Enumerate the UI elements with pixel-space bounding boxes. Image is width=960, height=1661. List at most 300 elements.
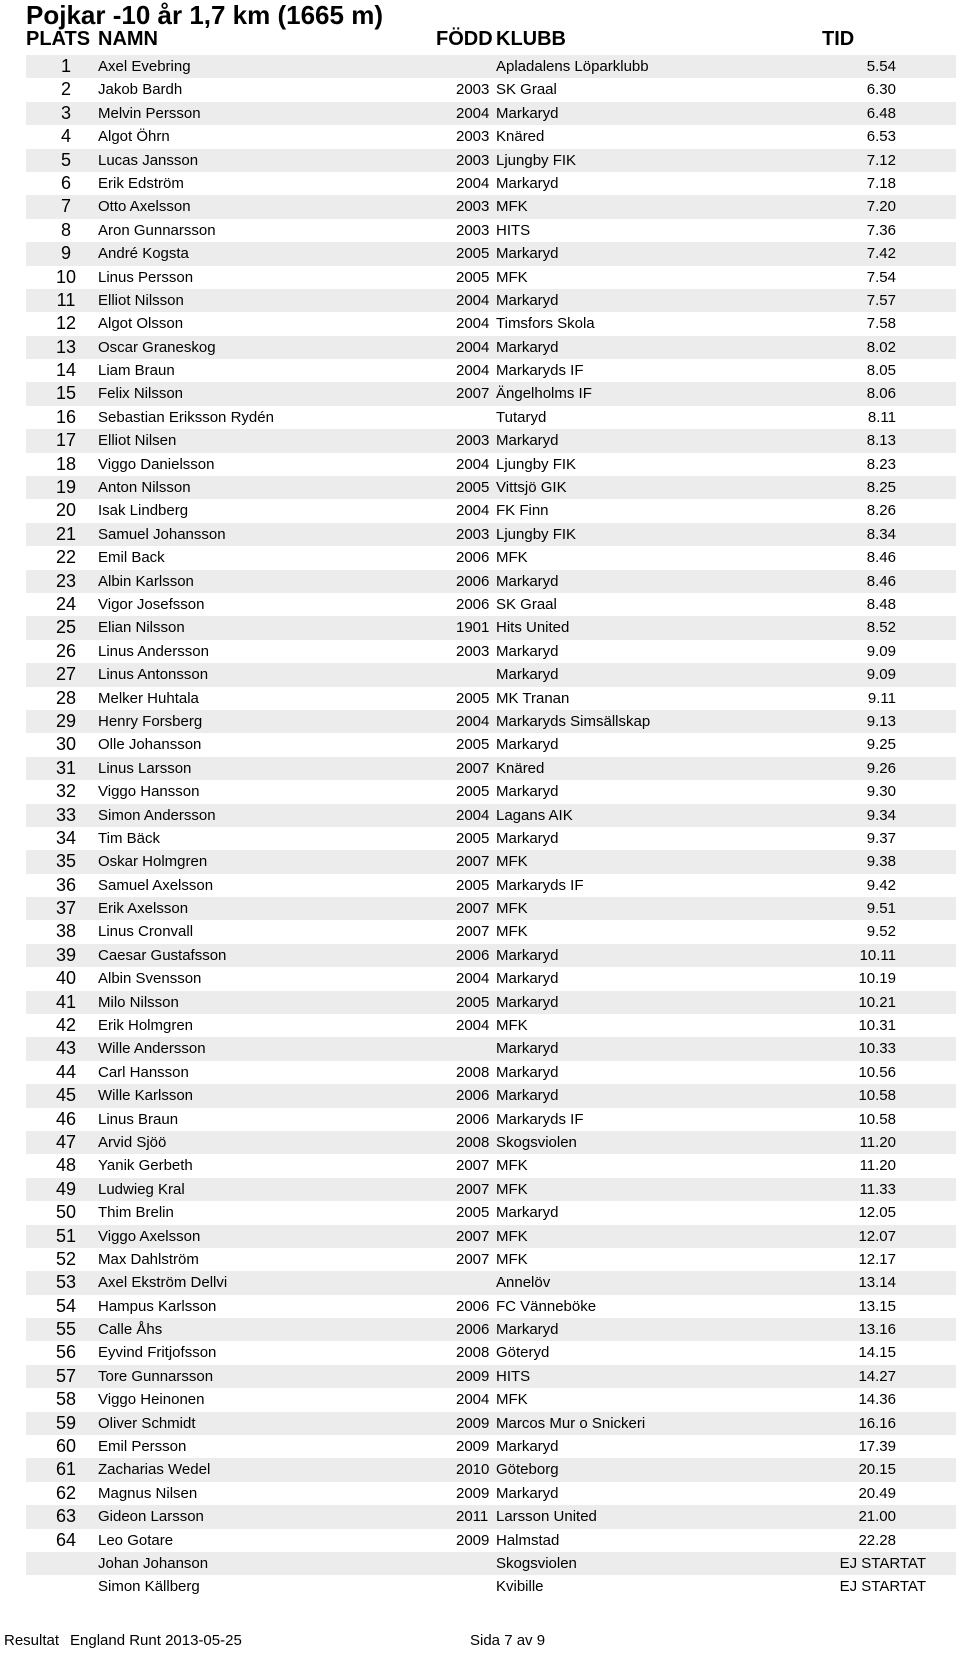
cell-namn: Magnus Nilsen — [98, 1484, 198, 1502]
cell-namn: Gideon Larsson — [98, 1508, 204, 1526]
cell-fodd: 2005 — [456, 829, 490, 847]
cell-klubb: SK Graal — [496, 595, 557, 613]
table-row — [26, 453, 956, 476]
cell-klubb: Göteryd — [496, 1344, 550, 1362]
table-row — [26, 1201, 956, 1224]
cell-namn: Eyvind Fritjofsson — [98, 1344, 217, 1362]
cell-tid: 14.15 — [858, 1344, 896, 1362]
table-row — [26, 1505, 956, 1528]
cell-plats: 58 — [55, 1389, 77, 1410]
table-row — [26, 663, 956, 686]
cell-fodd: 2006 — [456, 1321, 490, 1339]
header-tid: TID — [822, 28, 855, 50]
cell-fodd: 2009 — [456, 1531, 490, 1549]
cell-klubb: MFK — [496, 1250, 528, 1268]
cell-fodd: 2003 — [456, 432, 490, 450]
table-row — [26, 850, 956, 873]
cell-plats: 16 — [55, 406, 77, 427]
cell-fodd: 2004 — [456, 362, 490, 380]
cell-plats: 40 — [55, 968, 77, 989]
cell-tid: 21.00 — [858, 1508, 896, 1526]
footer-race: England Runt 2013-05-25 — [70, 1632, 242, 1649]
cell-namn: Viggo Danielsson — [98, 455, 215, 473]
cell-plats: 19 — [55, 477, 77, 498]
cell-plats: 53 — [55, 1272, 77, 1293]
cell-fodd: 2007 — [456, 1227, 490, 1245]
table-row — [26, 1529, 956, 1552]
cell-klubb: Markaryd — [496, 1204, 559, 1222]
cell-klubb: Markaryd — [496, 245, 559, 263]
cell-tid: 8.06 — [866, 385, 896, 403]
cell-namn: Anton Nilsson — [98, 479, 191, 497]
table-row — [26, 1108, 956, 1131]
cell-tid: 13.14 — [858, 1274, 896, 1292]
cell-klubb: Vittsjö GIK — [496, 479, 567, 497]
cell-namn: Tore Gunnarsson — [98, 1367, 214, 1385]
cell-fodd: 2005 — [456, 689, 490, 707]
table-row — [26, 1248, 956, 1271]
cell-plats: 52 — [55, 1248, 77, 1269]
cell-namn: Erik Axelsson — [98, 900, 189, 918]
table-row — [26, 382, 956, 405]
cell-tid: 22.28 — [858, 1531, 896, 1549]
cell-klubb: Markaryds IF — [496, 362, 584, 380]
table-row — [26, 406, 956, 429]
cell-namn: Felix Nilsson — [98, 385, 184, 403]
header-fodd: FÖDD — [436, 28, 493, 50]
cell-fodd: 2003 — [456, 81, 490, 99]
cell-namn: Zacharias Wedel — [98, 1461, 211, 1479]
cell-klubb: Markaryd — [496, 1087, 559, 1105]
cell-plats: 62 — [55, 1482, 77, 1503]
cell-klubb: Markaryd — [496, 1438, 559, 1456]
cell-tid: 9.30 — [866, 783, 896, 801]
cell-fodd: 2004 — [456, 712, 490, 730]
cell-fodd: 2007 — [456, 923, 490, 941]
table-row — [26, 897, 956, 920]
cell-klubb: MFK — [496, 198, 528, 216]
results-table — [26, 55, 956, 1599]
cell-plats: 44 — [55, 1061, 77, 1082]
table-row — [26, 1295, 956, 1318]
cell-namn: Algot Olsson — [98, 315, 184, 333]
cell-namn: Oscar Graneskog — [98, 338, 216, 356]
cell-klubb: Markaryd — [496, 174, 559, 192]
cell-tid: 9.13 — [866, 712, 896, 730]
cell-fodd: 2003 — [456, 198, 490, 216]
cell-klubb: Timsfors Skola — [496, 315, 595, 333]
cell-klubb: Markaryd — [496, 993, 559, 1011]
table-row — [26, 1318, 956, 1341]
cell-namn: Caesar Gustafsson — [98, 946, 227, 964]
table-row — [26, 195, 956, 218]
cell-plats: 50 — [55, 1202, 77, 1223]
cell-klubb: MFK — [496, 1017, 528, 1035]
cell-klubb: Markaryd — [496, 946, 559, 964]
cell-plats: 21 — [55, 523, 77, 544]
cell-plats: 1 — [60, 56, 71, 76]
cell-plats: 8 — [60, 219, 71, 240]
cell-fodd: 2007 — [456, 1180, 490, 1198]
cell-tid: 9.51 — [866, 900, 896, 918]
cell-tid: 8.02 — [866, 338, 896, 356]
table-row — [26, 1482, 956, 1505]
cell-fodd: 2004 — [456, 1017, 490, 1035]
cell-klubb: Skogsviolen — [496, 1133, 577, 1151]
cell-fodd: 2004 — [456, 455, 490, 473]
cell-plats: 28 — [55, 687, 77, 708]
cell-fodd: 2003 — [456, 525, 490, 543]
cell-fodd: 2006 — [456, 572, 490, 590]
cell-klubb: Markaryd — [496, 1040, 559, 1058]
cell-tid: 9.09 — [866, 666, 896, 684]
table-row — [26, 546, 956, 569]
cell-klubb: MFK — [496, 923, 528, 941]
cell-namn: Axel Ekström Dellvi — [98, 1274, 228, 1292]
cell-tid: 6.30 — [866, 81, 896, 99]
cell-tid: 20.15 — [858, 1461, 896, 1479]
cell-plats: 7 — [60, 196, 71, 217]
cell-namn: Axel Evebring — [98, 58, 191, 75]
cell-tid: 8.11 — [867, 408, 896, 426]
cell-tid: 7.36 — [866, 221, 896, 239]
cell-tid: 12.17 — [858, 1250, 896, 1268]
table-row — [26, 1271, 956, 1294]
table-row — [26, 687, 956, 710]
cell-plats: 29 — [55, 710, 77, 731]
cell-tid: 9.25 — [866, 736, 896, 754]
cell-klubb: Knäred — [496, 128, 545, 146]
table-row — [26, 920, 956, 943]
cell-tid: 10.19 — [858, 970, 896, 988]
cell-fodd: 2003 — [456, 642, 490, 660]
cell-tid: 10.31 — [858, 1017, 896, 1035]
cell-fodd: 2005 — [456, 268, 490, 286]
cell-fodd: 2007 — [456, 759, 490, 777]
cell-plats: 36 — [55, 874, 77, 895]
cell-namn: Otto Axelsson — [98, 198, 191, 216]
cell-fodd: 2003 — [456, 151, 490, 169]
table-row — [26, 429, 956, 452]
cell-fodd: 2008 — [456, 1063, 490, 1081]
cell-tid: 12.07 — [858, 1227, 896, 1245]
cell-fodd: 2005 — [456, 479, 490, 497]
cell-namn: Viggo Axelsson — [98, 1227, 201, 1245]
cell-klubb: Skogsviolen — [496, 1555, 577, 1572]
page-footer — [0, 1632, 960, 1656]
cell-tid: 8.26 — [866, 502, 896, 520]
cell-namn: Hampus Karlsson — [98, 1297, 217, 1315]
cell-fodd: 2005 — [456, 783, 490, 801]
cell-klubb: MK Tranan — [496, 689, 570, 707]
cell-klubb: MFK — [496, 900, 528, 918]
cell-fodd: 2006 — [456, 1110, 490, 1128]
cell-tid: 7.42 — [866, 245, 896, 263]
cell-namn: Ludwieg Kral — [98, 1180, 185, 1198]
header-plats: PLATS — [26, 28, 91, 50]
cell-klubb: FK Finn — [496, 502, 549, 520]
cell-fodd: 2005 — [456, 1204, 490, 1222]
cell-tid: 8.25 — [866, 479, 896, 497]
cell-plats: 22 — [55, 547, 77, 568]
cell-klubb: MFK — [496, 1157, 528, 1175]
cell-plats: 64 — [55, 1529, 77, 1550]
table-row — [26, 1178, 956, 1201]
cell-plats: 14 — [55, 360, 77, 381]
table-row — [26, 359, 956, 382]
cell-tid: EJ STARTAT — [839, 1555, 926, 1572]
cell-plats: 39 — [55, 944, 77, 965]
cell-klubb: FC Vänneböke — [496, 1297, 597, 1315]
cell-tid: 10.58 — [858, 1110, 896, 1128]
cell-namn: Carl Hansson — [98, 1063, 189, 1081]
cell-tid: 7.20 — [866, 198, 896, 216]
table-row — [26, 1084, 956, 1107]
cell-plats: 38 — [55, 921, 77, 942]
cell-namn: Linus Braun — [98, 1110, 179, 1128]
cell-plats: 49 — [55, 1178, 77, 1199]
cell-fodd: 2008 — [456, 1133, 490, 1151]
cell-namn: Elliot Nilsson — [98, 291, 184, 309]
table-header — [26, 26, 956, 56]
table-row — [26, 266, 956, 289]
cell-klubb: MFK — [496, 268, 528, 286]
cell-fodd: 2007 — [456, 1250, 490, 1268]
table-row — [26, 967, 956, 990]
table-row — [26, 1458, 956, 1481]
cell-tid: 8.34 — [866, 525, 896, 543]
page-title: Pojkar -10 år 1,7 km (1665 m) — [26, 0, 383, 30]
cell-plats: 17 — [55, 430, 77, 451]
cell-plats: 45 — [55, 1085, 77, 1106]
cell-tid: 8.46 — [866, 572, 896, 590]
cell-tid: 13.16 — [858, 1321, 896, 1339]
cell-klubb: Markaryd — [496, 829, 559, 847]
cell-namn: Liam Braun — [98, 362, 175, 380]
cell-fodd: 2009 — [456, 1367, 490, 1385]
cell-plats: 15 — [55, 383, 77, 404]
cell-tid: 13.15 — [858, 1297, 896, 1315]
cell-klubb: MFK — [496, 1391, 528, 1409]
cell-tid: 10.11 — [859, 946, 896, 964]
cell-klubb: Markaryds IF — [496, 1110, 584, 1128]
cell-namn: Linus Antonsson — [98, 666, 209, 684]
table-row — [26, 242, 956, 265]
cell-klubb: MFK — [496, 1227, 528, 1245]
cell-klubb: Markaryd — [496, 1063, 559, 1081]
cell-namn: Henry Forsberg — [98, 712, 203, 730]
cell-tid: 10.58 — [858, 1087, 896, 1105]
cell-klubb: Knäred — [496, 759, 545, 777]
table-row — [26, 593, 956, 616]
cell-fodd: 2006 — [456, 1297, 490, 1315]
cell-plats: 59 — [55, 1412, 77, 1433]
cell-tid: 10.56 — [858, 1063, 896, 1081]
table-row — [26, 125, 956, 148]
cell-namn: Linus Andersson — [98, 642, 209, 660]
table-row — [26, 499, 956, 522]
cell-namn: Linus Larsson — [98, 759, 192, 777]
cell-namn: Arvid Sjöö — [98, 1133, 167, 1151]
cell-fodd: 2004 — [456, 291, 490, 309]
cell-klubb: Markaryd — [496, 432, 559, 450]
cell-namn: Viggo Heinonen — [98, 1391, 205, 1409]
cell-tid: 9.11 — [867, 689, 896, 707]
cell-klubb: MFK — [496, 1180, 528, 1198]
cell-namn: Melker Huhtala — [98, 689, 199, 707]
cell-fodd: 2004 — [456, 502, 490, 520]
cell-namn: Linus Persson — [98, 268, 194, 286]
cell-namn: Tim Bäck — [98, 829, 160, 847]
table-row — [26, 1365, 956, 1388]
cell-tid: 20.49 — [858, 1484, 896, 1502]
cell-plats: 24 — [55, 593, 77, 614]
cell-tid: 8.05 — [866, 362, 896, 380]
cell-klubb: Markaryds IF — [496, 876, 584, 894]
cell-namn: Samuel Axelsson — [98, 876, 214, 894]
table-row — [26, 78, 956, 101]
table-row — [26, 944, 956, 967]
cell-fodd: 2009 — [456, 1484, 490, 1502]
cell-klubb: Markaryd — [496, 291, 559, 309]
cell-plats: 51 — [55, 1225, 77, 1246]
table-row — [26, 289, 956, 312]
cell-tid: 9.37 — [866, 829, 896, 847]
cell-plats: 54 — [55, 1295, 77, 1316]
table-row — [26, 733, 956, 756]
cell-plats: 31 — [55, 757, 77, 778]
cell-fodd: 2005 — [456, 876, 490, 894]
cell-tid: 7.54 — [866, 268, 896, 286]
cell-klubb: Göteborg — [496, 1461, 559, 1479]
header-namn: NAMN — [98, 28, 158, 50]
cell-klubb: Ängelholms IF — [496, 385, 592, 403]
cell-klubb: Annelöv — [496, 1274, 551, 1292]
cell-namn: Olle Johansson — [98, 736, 202, 754]
cell-klubb: Ljungby FIK — [496, 525, 577, 543]
cell-namn: Elian Nilsson — [98, 619, 185, 637]
cell-tid: 11.20 — [859, 1157, 896, 1175]
cell-plats: 57 — [55, 1365, 77, 1386]
table-row — [26, 780, 956, 803]
cell-tid: 11.33 — [859, 1180, 896, 1198]
cell-namn: Yanik Gerbeth — [98, 1157, 193, 1175]
cell-klubb: MFK — [496, 853, 528, 871]
cell-klubb: HITS — [496, 1367, 531, 1385]
cell-fodd: 2006 — [456, 595, 490, 613]
cell-namn: Elliot Nilsen — [98, 432, 177, 450]
cell-plats: 37 — [55, 898, 77, 919]
cell-namn: Algot Öhrn — [98, 128, 170, 146]
cell-namn: Erik Edström — [98, 174, 184, 192]
table-row — [26, 523, 956, 546]
cell-tid: 7.12 — [866, 151, 896, 169]
cell-plats: 9 — [60, 243, 71, 264]
cell-fodd: 2008 — [456, 1344, 490, 1362]
cell-namn: Max Dahlström — [98, 1250, 199, 1268]
cell-fodd: 2006 — [456, 946, 490, 964]
cell-fodd: 2007 — [456, 900, 490, 918]
cell-fodd: 2010 — [456, 1461, 490, 1479]
cell-namn: Albin Karlsson — [98, 572, 194, 590]
cell-tid: 8.52 — [866, 619, 896, 637]
cell-fodd: 2005 — [456, 993, 490, 1011]
cell-plats: 23 — [55, 570, 77, 591]
cell-klubb: Markaryd — [496, 970, 559, 988]
cell-fodd: 2007 — [456, 853, 490, 871]
cell-namn: Samuel Johansson — [98, 525, 226, 543]
cell-namn: Emil Persson — [98, 1438, 187, 1456]
footer-page: Sida 7 av 9 — [470, 1632, 546, 1649]
cell-plats: 63 — [55, 1506, 77, 1527]
table-row — [26, 102, 956, 125]
table-row — [26, 991, 956, 1014]
cell-plats: 30 — [55, 734, 77, 755]
cell-fodd: 2004 — [456, 315, 490, 333]
table-row — [26, 570, 956, 593]
cell-plats: 42 — [55, 1015, 77, 1036]
cell-tid: 8.23 — [866, 455, 896, 473]
cell-fodd: 2003 — [456, 221, 490, 239]
cell-namn: Wille Karlsson — [98, 1087, 194, 1105]
cell-plats: 13 — [55, 336, 77, 357]
cell-klubb: Markaryd — [496, 572, 559, 590]
cell-tid: 7.18 — [866, 174, 896, 192]
cell-fodd: 2006 — [456, 1087, 490, 1105]
cell-klubb: Tutaryd — [496, 408, 547, 426]
cell-tid: 14.36 — [858, 1391, 896, 1409]
table-row — [26, 312, 956, 335]
cell-klubb: Lagans AIK — [496, 806, 573, 824]
table-row — [26, 1575, 956, 1598]
table-row — [26, 1225, 956, 1248]
cell-tid: 9.52 — [866, 923, 896, 941]
cell-namn: Aron Gunnarsson — [98, 221, 216, 239]
cell-plats: 41 — [55, 991, 77, 1012]
cell-fodd: 2004 — [456, 338, 490, 356]
cell-plats: 11 — [56, 289, 76, 310]
cell-klubb: Markaryd — [496, 666, 559, 684]
cell-namn: Vigor Josefsson — [98, 595, 205, 613]
cell-klubb: Hits United — [496, 619, 570, 637]
table-row — [26, 1131, 956, 1154]
cell-plats: 26 — [55, 640, 77, 661]
cell-klubb: Marcos Mur o Snickeri — [496, 1414, 646, 1432]
cell-tid: 9.26 — [866, 759, 896, 777]
cell-klubb: Markaryd — [496, 1321, 559, 1339]
cell-namn: Isak Lindberg — [98, 502, 189, 520]
cell-plats: 5 — [60, 149, 71, 170]
cell-tid: 9.09 — [866, 642, 896, 660]
table-row — [26, 55, 956, 78]
cell-tid: 14.27 — [858, 1367, 896, 1385]
cell-namn: Wille Andersson — [98, 1040, 206, 1058]
cell-klubb: HITS — [496, 221, 531, 239]
cell-fodd: 1901 — [456, 619, 490, 637]
cell-namn: Emil Back — [98, 549, 165, 567]
cell-namn: Thim Brelin — [98, 1204, 174, 1222]
cell-klubb: Markaryds Simsällskap — [496, 712, 651, 730]
cell-namn: Sebastian Eriksson Rydén — [98, 408, 274, 426]
cell-tid: 10.21 — [858, 993, 896, 1011]
cell-tid: 8.13 — [866, 432, 896, 450]
cell-klubb: Markaryd — [496, 736, 559, 754]
cell-fodd: 2004 — [456, 970, 490, 988]
cell-tid: EJ STARTAT — [839, 1578, 926, 1596]
cell-namn: Lucas Jansson — [98, 151, 199, 169]
cell-klubb: Markaryd — [496, 642, 559, 660]
cell-tid: 5.54 — [866, 58, 896, 75]
